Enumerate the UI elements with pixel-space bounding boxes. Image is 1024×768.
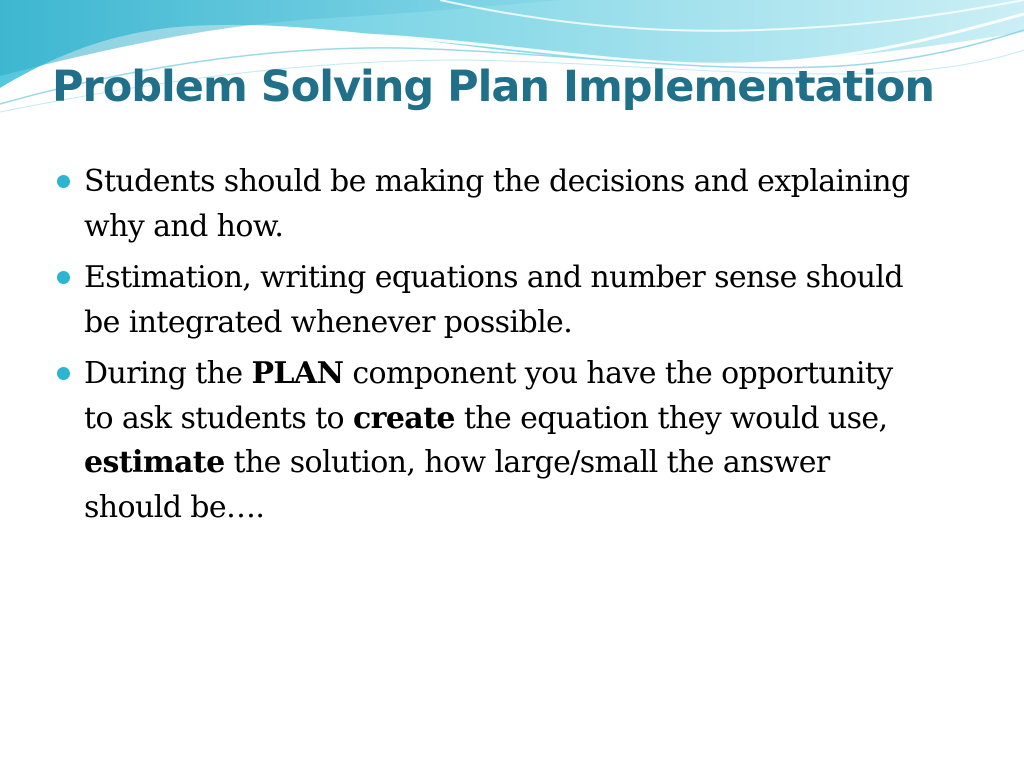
- bullet-text: Estimation, writing equations and number sense should be integrated whenever possible.: [84, 260, 903, 340]
- slide-title: Problem Solving Plan Implementation: [52, 62, 935, 112]
- bullet-text: the equation they would use,: [454, 400, 888, 436]
- bullet-item: [52, 256, 912, 345]
- bullet-text: Students should be making the decisions and explaining why and how.: [84, 164, 910, 244]
- bullet-item: [52, 352, 912, 530]
- bullet-text: component you have the opportunity to ask students to: [84, 356, 893, 436]
- bullet-text: During the: [84, 356, 252, 391]
- bullet-list: [52, 160, 912, 537]
- bullet-dot-icon: [57, 175, 70, 188]
- bullet-item: [52, 160, 912, 249]
- bullet-dot-icon: [57, 271, 70, 284]
- bullet-emphasis-text: PLAN: [251, 356, 344, 391]
- bullet-dot-icon: [57, 367, 70, 380]
- bullet-text: the solution, how large/small the answer should be….: [84, 445, 830, 525]
- bullet-emphasis-text: estimate: [84, 445, 225, 480]
- bullet-emphasis-text: create: [352, 400, 455, 436]
